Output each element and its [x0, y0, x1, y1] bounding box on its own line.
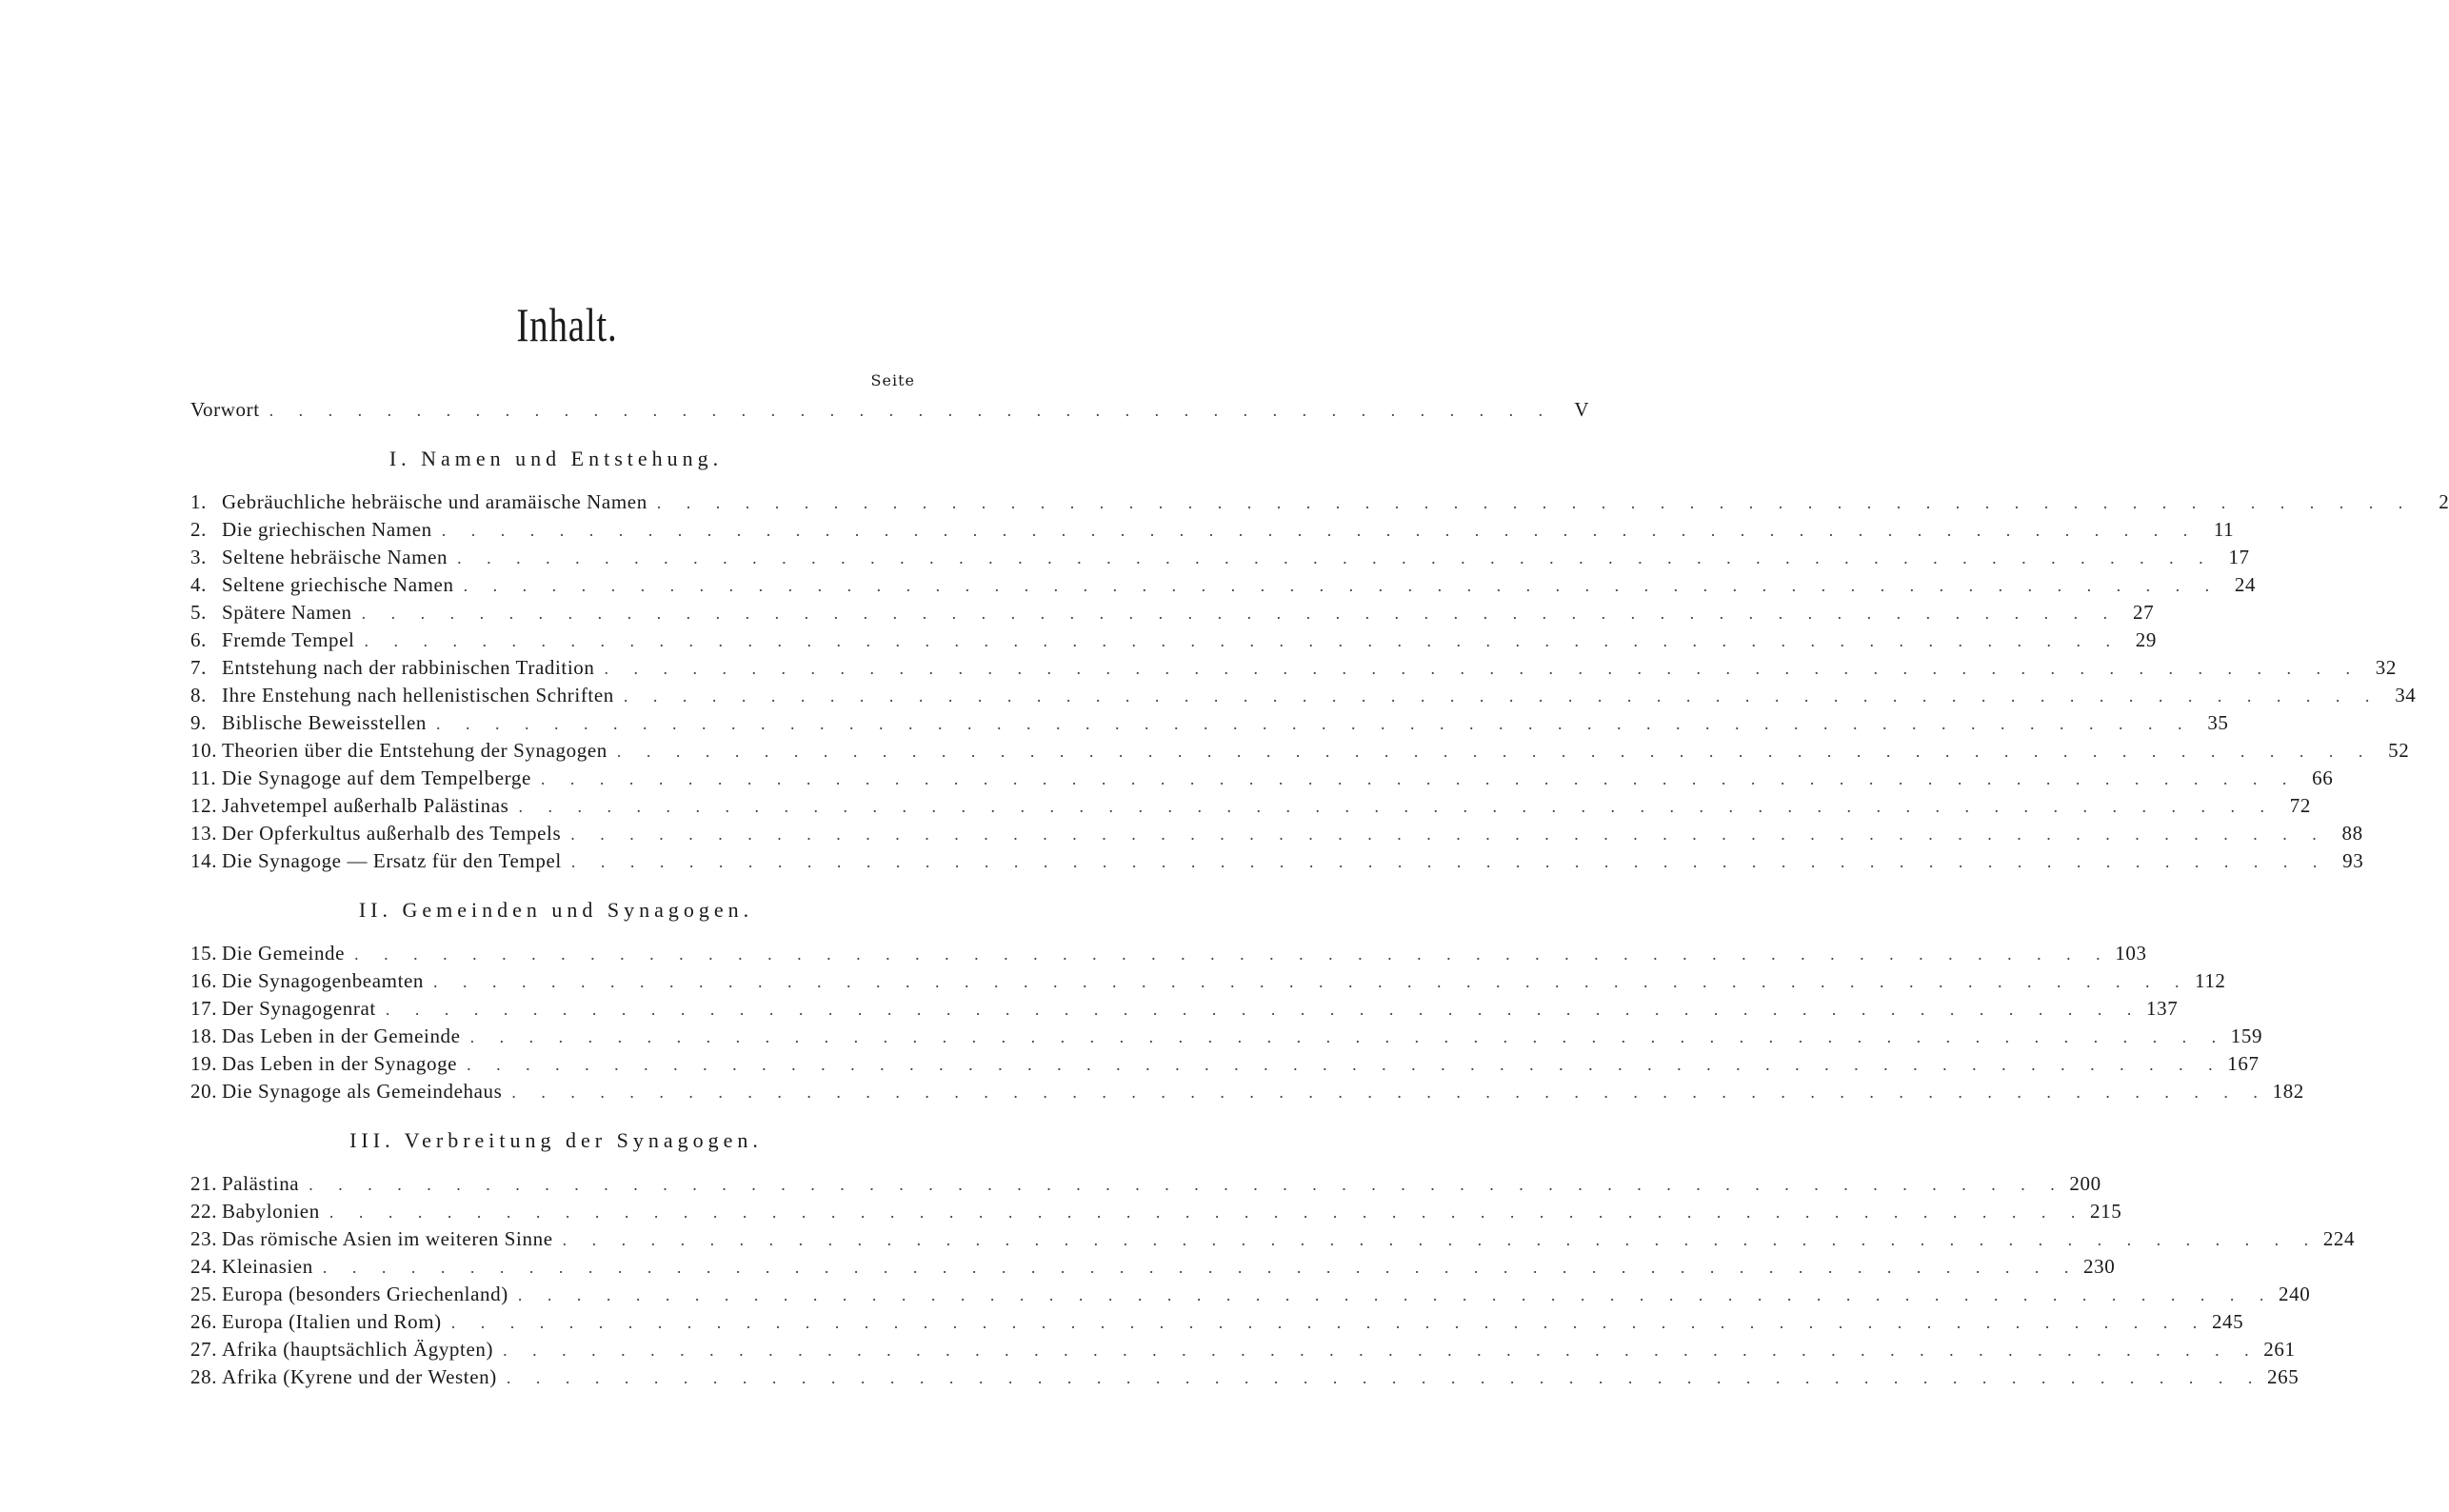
- toc-entry-text: Die griechischen Namen: [222, 518, 432, 541]
- toc-leader-dots: . . . . . . . . . . . . . . . . . . . . . . . . . . . . . . . . . . . . . . . . . . . . . . . . . . . . . . . . . . . .: [469, 1027, 2227, 1046]
- toc-row: [190, 739, 2410, 766]
- toc-row: [190, 1283, 2311, 1310]
- toc-row: [190, 628, 2157, 656]
- toc-entry-page: 200: [2069, 1172, 2101, 1195]
- toc-entry-page: 167: [2227, 1052, 2260, 1075]
- toc-entry-text: Spätere Namen: [222, 601, 352, 624]
- toc-entry-number: 21.: [190, 1172, 218, 1195]
- toc-entry-text: Der Opferkultus außerhalb des Tempels: [222, 822, 562, 845]
- toc-entry-text: Jahvetempel außerhalb Palästinas: [222, 794, 509, 817]
- toc-leader-dots: . . . . . . . . . . . . . . . . . . . . . . . . . . . . . . . . . . . . . . . . . . . . . . . . . . . . . . . . . . . .: [616, 742, 2374, 761]
- toc-row: [190, 942, 2147, 969]
- toc-entry-text: Seltene hebräische Namen: [222, 546, 448, 568]
- toc-leader-dots: . . . . . . . . . . . . . . . . . . . . . . . . . . . . . . . . . . . . . . . . . . . . . . . . . . . . . . . . . . . .: [364, 631, 2120, 650]
- toc-row: [190, 546, 2250, 573]
- page-title: Inhalt.: [516, 298, 618, 351]
- toc-leader-dots: . . . . . . . . . . . . . . . . . . . . . . . . . . . . . . . . . . . . . . . . . . . .: [269, 401, 1554, 420]
- toc-entry-number: 25.: [190, 1283, 218, 1305]
- toc-leader-dots: . . . . . . . . . . . . . . . . . . . . . . . . . . . . . . . . . . . . . . . . . . . . . . . . . . . . . . . . . . . .: [354, 945, 2111, 964]
- toc-row: [190, 794, 2311, 822]
- toc-row: [190, 1365, 2300, 1393]
- toc-leader-dots: . . . . . . . . . . . . . . . . . . . . . . . . . . . . . . . . . . . . . . . . . . . . . . . . . . . . . . . . . . . .: [540, 769, 2298, 788]
- toc-leader-dots: . . . . . . . . . . . . . . . . . . . . . . . . . . . . . . . . . . . . . . . . . . . . . . . . . . . . . . . . . . . .: [309, 1175, 2065, 1194]
- toc-entry-page: 261: [2263, 1338, 2296, 1361]
- toc-entry-text: Afrika (Kyrene und der Westen): [222, 1365, 497, 1388]
- toc-row-vorwort: [190, 398, 1590, 426]
- toc-entry-number: 23.: [190, 1227, 218, 1250]
- toc-row: [190, 849, 2364, 877]
- toc-row: [190, 1338, 2296, 1365]
- toc-entry-page: 265: [2267, 1365, 2300, 1388]
- toc-entry-page: V: [1574, 398, 1590, 421]
- toc-row: [190, 766, 2334, 794]
- toc-entry-number: 1.: [190, 490, 207, 513]
- toc-row: [190, 1080, 2304, 1107]
- toc-leader-dots: . . . . . . . . . . . . . . . . . . . . . . . . . . . . . . . . . . . . . . . . . . . . . . . . . . . . . . . . . . . .: [441, 521, 2199, 540]
- toc-row: [190, 1025, 2263, 1052]
- toc-row: [190, 656, 2397, 684]
- toc-leader-dots: . . . . . . . . . . . . . . . . . . . . . . . . . . . . . . . . . . . . . . . . . . . . . . . . . . . . . . . . . . . .: [570, 852, 2328, 871]
- toc-entry-number: 26.: [190, 1310, 218, 1333]
- toc-leader-dots: . . . . . . . . . . . . . . . . . . . . . . . . . . . . . . . . . . . . . . . . . . . . . . . . . . . . . . . . . . . .: [562, 1230, 2320, 1249]
- toc-entry-number: 3.: [190, 546, 207, 568]
- toc-entry-page: 224: [2322, 1227, 2356, 1250]
- toc-leader-dots: . . . . . . . . . . . . . . . . . . . . . . . . . . . . . . . . . . . . . . . . . . . . . . . . . . . . . . . . . . . .: [433, 972, 2190, 991]
- toc-row: [190, 490, 2449, 518]
- page-column-label: Seite: [870, 371, 915, 389]
- toc-leader-dots: . . . . . . . . . . . . . . . . . . . . . . . . . . . . . . . . . . . . . . . . . . . . . . . . . . . . . . . . . . . .: [506, 1368, 2263, 1387]
- toc-entry-page: 27: [2132, 601, 2155, 624]
- toc-row: [190, 518, 2235, 546]
- toc-entry-page: 240: [2279, 1283, 2311, 1305]
- toc-entry-page: 17: [2228, 546, 2250, 568]
- toc-entry-text: Die Synagoge auf dem Tempelberge: [222, 766, 531, 789]
- toc-leader-dots: . . . . . . . . . . . . . . . . . . . . . . . . . . . . . . . . . . . . . . . . . . . . . . . . . . . . . . . . . . . .: [656, 493, 2414, 512]
- toc-entry-text: Ihre Enstehung nach hellenistischen Schriften: [222, 684, 614, 706]
- toc-entry-number: 27.: [190, 1338, 218, 1361]
- toc-entry-number: 9.: [190, 711, 207, 734]
- toc-entry-page: 137: [2146, 997, 2179, 1020]
- toc-entry-text: Europa (Italien und Rom): [222, 1310, 442, 1333]
- toc-entry-page: 159: [2230, 1025, 2263, 1047]
- toc-leader-dots: . . . . . . . . . . . . . . . . . . . . . . . . . . . . . . . . . . . . . . . . . . . . . . . . . . . . . . . . . . . .: [329, 1203, 2086, 1222]
- toc-entry-page: 66: [2312, 766, 2334, 789]
- toc-leader-dots: . . . . . . . . . . . . . . . . . . . . . . . . . . . . . . . . . . . . . . . . . . . . . . . . . . . . . . . . . . . .: [436, 714, 2193, 733]
- toc-entry-page: 230: [2083, 1255, 2116, 1278]
- toc-entry-text: Die Synagogenbeamten: [222, 969, 425, 992]
- toc-leader-dots: . . . . . . . . . . . . . . . . . . . . . . . . . . . . . . . . . . . . . . . . . . . . . . . . . . . . . . . . . . . .: [503, 1341, 2260, 1360]
- toc-entry-page: 215: [2090, 1200, 2122, 1223]
- toc-leader-dots: . . . . . . . . . . . . . . . . . . . . . . . . . . . . . . . . . . . . . . . . . . . . . . . . . . . . . . . . . . . .: [463, 576, 2220, 595]
- toc-entry-number: 13.: [190, 822, 218, 845]
- toc-entry-page: 35: [2207, 711, 2229, 734]
- toc-entry-number: 8.: [190, 684, 207, 706]
- toc-entry-text: Seltene griechische Namen: [222, 573, 454, 596]
- toc-entry-text: Afrika (hauptsächlich Ägypten): [222, 1338, 494, 1361]
- toc-row: [190, 1227, 2356, 1255]
- toc-entry-number: 18.: [190, 1025, 218, 1047]
- toc-entry-number: 4.: [190, 573, 207, 596]
- toc-entry-text: Europa (besonders Griechenland): [222, 1283, 508, 1305]
- toc-entry-page: 103: [2115, 942, 2147, 965]
- toc-entry-number: 20.: [190, 1080, 218, 1103]
- toc-leader-dots: . . . . . . . . . . . . . . . . . . . . . . . . . . . . . . . . . . . . . . . . . . . . . . . . . . . . . . . . . . . .: [517, 1285, 2275, 1304]
- toc-entry-text: Das römische Asien im weiteren Sinne: [222, 1227, 553, 1250]
- toc-row: [190, 573, 2257, 601]
- toc-entry-page: 11: [2213, 518, 2235, 541]
- toc-entry-page: 52: [2388, 739, 2410, 762]
- toc-row: [190, 822, 2363, 849]
- toc-row: [190, 1310, 2244, 1338]
- toc-row: [190, 997, 2179, 1025]
- toc-entry-page: 2: [2439, 490, 2449, 513]
- toc-entry-text: Vorwort: [190, 398, 260, 421]
- toc-row: [190, 1255, 2116, 1283]
- toc-entry-text: Das Leben in der Gemeinde: [222, 1025, 461, 1047]
- toc-entry-page: 88: [2341, 822, 2363, 845]
- toc-entry-number: 15.: [190, 942, 218, 965]
- table-of-contents: [190, 398, 2449, 1393]
- toc-entry-text: Biblische Beweisstellen: [222, 711, 428, 734]
- toc-entry-number: 11.: [190, 766, 217, 789]
- toc-entry-number: 5.: [190, 601, 207, 624]
- toc-entry-number: 24.: [190, 1255, 218, 1278]
- toc-row: [190, 601, 2155, 628]
- toc-leader-dots: . . . . . . . . . . . . . . . . . . . . . . . . . . . . . . . . . . . . . . . . . . . . . . . . . . . . . . . . . . . .: [518, 797, 2275, 816]
- toc-leader-dots: . . . . . . . . . . . . . . . . . . . . . . . . . . . . . . . . . . . . . . . . . . . . . . . . . . . . . . . . . . . .: [604, 659, 2360, 678]
- toc-entry-text: Der Synagogenrat: [222, 997, 376, 1020]
- toc-entry-text: Die Synagoge — Ersatz für den Tempel: [222, 849, 562, 872]
- toc-entry-page: 29: [2135, 628, 2157, 651]
- toc-entry-page: 24: [2234, 573, 2257, 596]
- toc-row: [190, 1172, 2101, 1200]
- toc-entry-number: 12.: [190, 794, 218, 817]
- toc-leader-dots: . . . . . . . . . . . . . . . . . . . . . . . . . . . . . . . . . . . . . . . . . . . . . . . . . . . . . . . . . . . .: [322, 1258, 2080, 1277]
- toc-leader-dots: . . . . . . . . . . . . . . . . . . . . . . . . . . . . . . . . . . . . . . . . . . . . . . . . . . . . . . . . . . . .: [467, 1055, 2223, 1074]
- toc-leader-dots: . . . . . . . . . . . . . . . . . . . . . . . . . . . . . . . . . . . . . . . . . . . . . . . . . . . . . . . . . . . .: [570, 825, 2327, 844]
- toc-entry-page: 93: [2342, 849, 2364, 872]
- toc-entry-page: 34: [2395, 684, 2417, 706]
- toc-entry-text: Das Leben in der Synagoge: [222, 1052, 458, 1075]
- toc-entry-page: 112: [2195, 969, 2226, 992]
- toc-entry-number: 10.: [190, 739, 218, 762]
- toc-entry-page: 245: [2211, 1310, 2244, 1333]
- toc-entry-number: 19.: [190, 1052, 218, 1075]
- toc-entry-number: 6.: [190, 628, 207, 651]
- toc-row: [190, 1052, 2260, 1080]
- toc-leader-dots: . . . . . . . . . . . . . . . . . . . . . . . . . . . . . . . . . . . . . . . . . . . . . . . . . . . . . . . . . . . .: [450, 1313, 2208, 1332]
- toc-entry-text: Die Gemeinde: [222, 942, 346, 965]
- section-heading: I. Namen und Entstehung.: [388, 447, 724, 470]
- toc-leader-dots: . . . . . . . . . . . . . . . . . . . . . . . . . . . . . . . . . . . . . . . . . . . . . . . . . . . . . . . . . . . .: [511, 1083, 2268, 1102]
- toc-leader-dots: . . . . . . . . . . . . . . . . . . . . . . . . . . . . . . . . . . . . . . . . . . . . . . . . . . . . . . . . . . . .: [623, 686, 2380, 706]
- toc-entry-text: Gebräuchliche hebräische und aramäische Namen: [222, 490, 647, 513]
- section-heading: III. Verbreitung der Synagogen.: [349, 1128, 763, 1152]
- toc-entry-number: 7.: [190, 656, 207, 679]
- toc-entry-number: 28.: [190, 1365, 218, 1388]
- toc-leader-dots: . . . . . . . . . . . . . . . . . . . . . . . . . . . . . . . . . . . . . . . . . . . . . . . . . . . . . . . . . . . .: [385, 1000, 2142, 1019]
- toc-entry-page: 32: [2375, 656, 2397, 679]
- toc-entry-page: 72: [2289, 794, 2311, 817]
- toc-leader-dots: . . . . . . . . . . . . . . . . . . . . . . . . . . . . . . . . . . . . . . . . . . . . . . . . . . . . . . . . . . . .: [457, 548, 2214, 567]
- toc-entry-number: 16.: [190, 969, 218, 992]
- toc-row: [190, 711, 2229, 739]
- toc-entry-text: Babylonien: [222, 1200, 320, 1223]
- toc-entry-number: 22.: [190, 1200, 218, 1223]
- toc-entry-number: 14.: [190, 849, 218, 872]
- toc-entry-text: Fremde Tempel: [222, 628, 355, 651]
- toc-entry-number: 2.: [190, 518, 207, 541]
- toc-entry-text: Palästina: [222, 1172, 300, 1195]
- toc-row: [190, 1200, 2122, 1227]
- toc-row: [190, 969, 2226, 997]
- toc-row: [190, 684, 2417, 711]
- toc-leader-dots: . . . . . . . . . . . . . . . . . . . . . . . . . . . . . . . . . . . . . . . . . . . . . . . . . . . . . . . . . . . .: [361, 604, 2119, 623]
- section-heading: II. Gemeinden und Synagogen.: [358, 898, 754, 922]
- toc-entry-text: Kleinasien: [222, 1255, 313, 1278]
- toc-entry-text: Theorien über die Entstehung der Synagogen: [222, 739, 607, 762]
- toc-entry-page: 182: [2272, 1080, 2304, 1103]
- toc-entry-number: 17.: [190, 997, 218, 1020]
- toc-entry-text: Die Synagoge als Gemeindehaus: [222, 1080, 503, 1103]
- toc-entry-text: Entstehung nach der rabbinischen Tradition: [222, 656, 595, 679]
